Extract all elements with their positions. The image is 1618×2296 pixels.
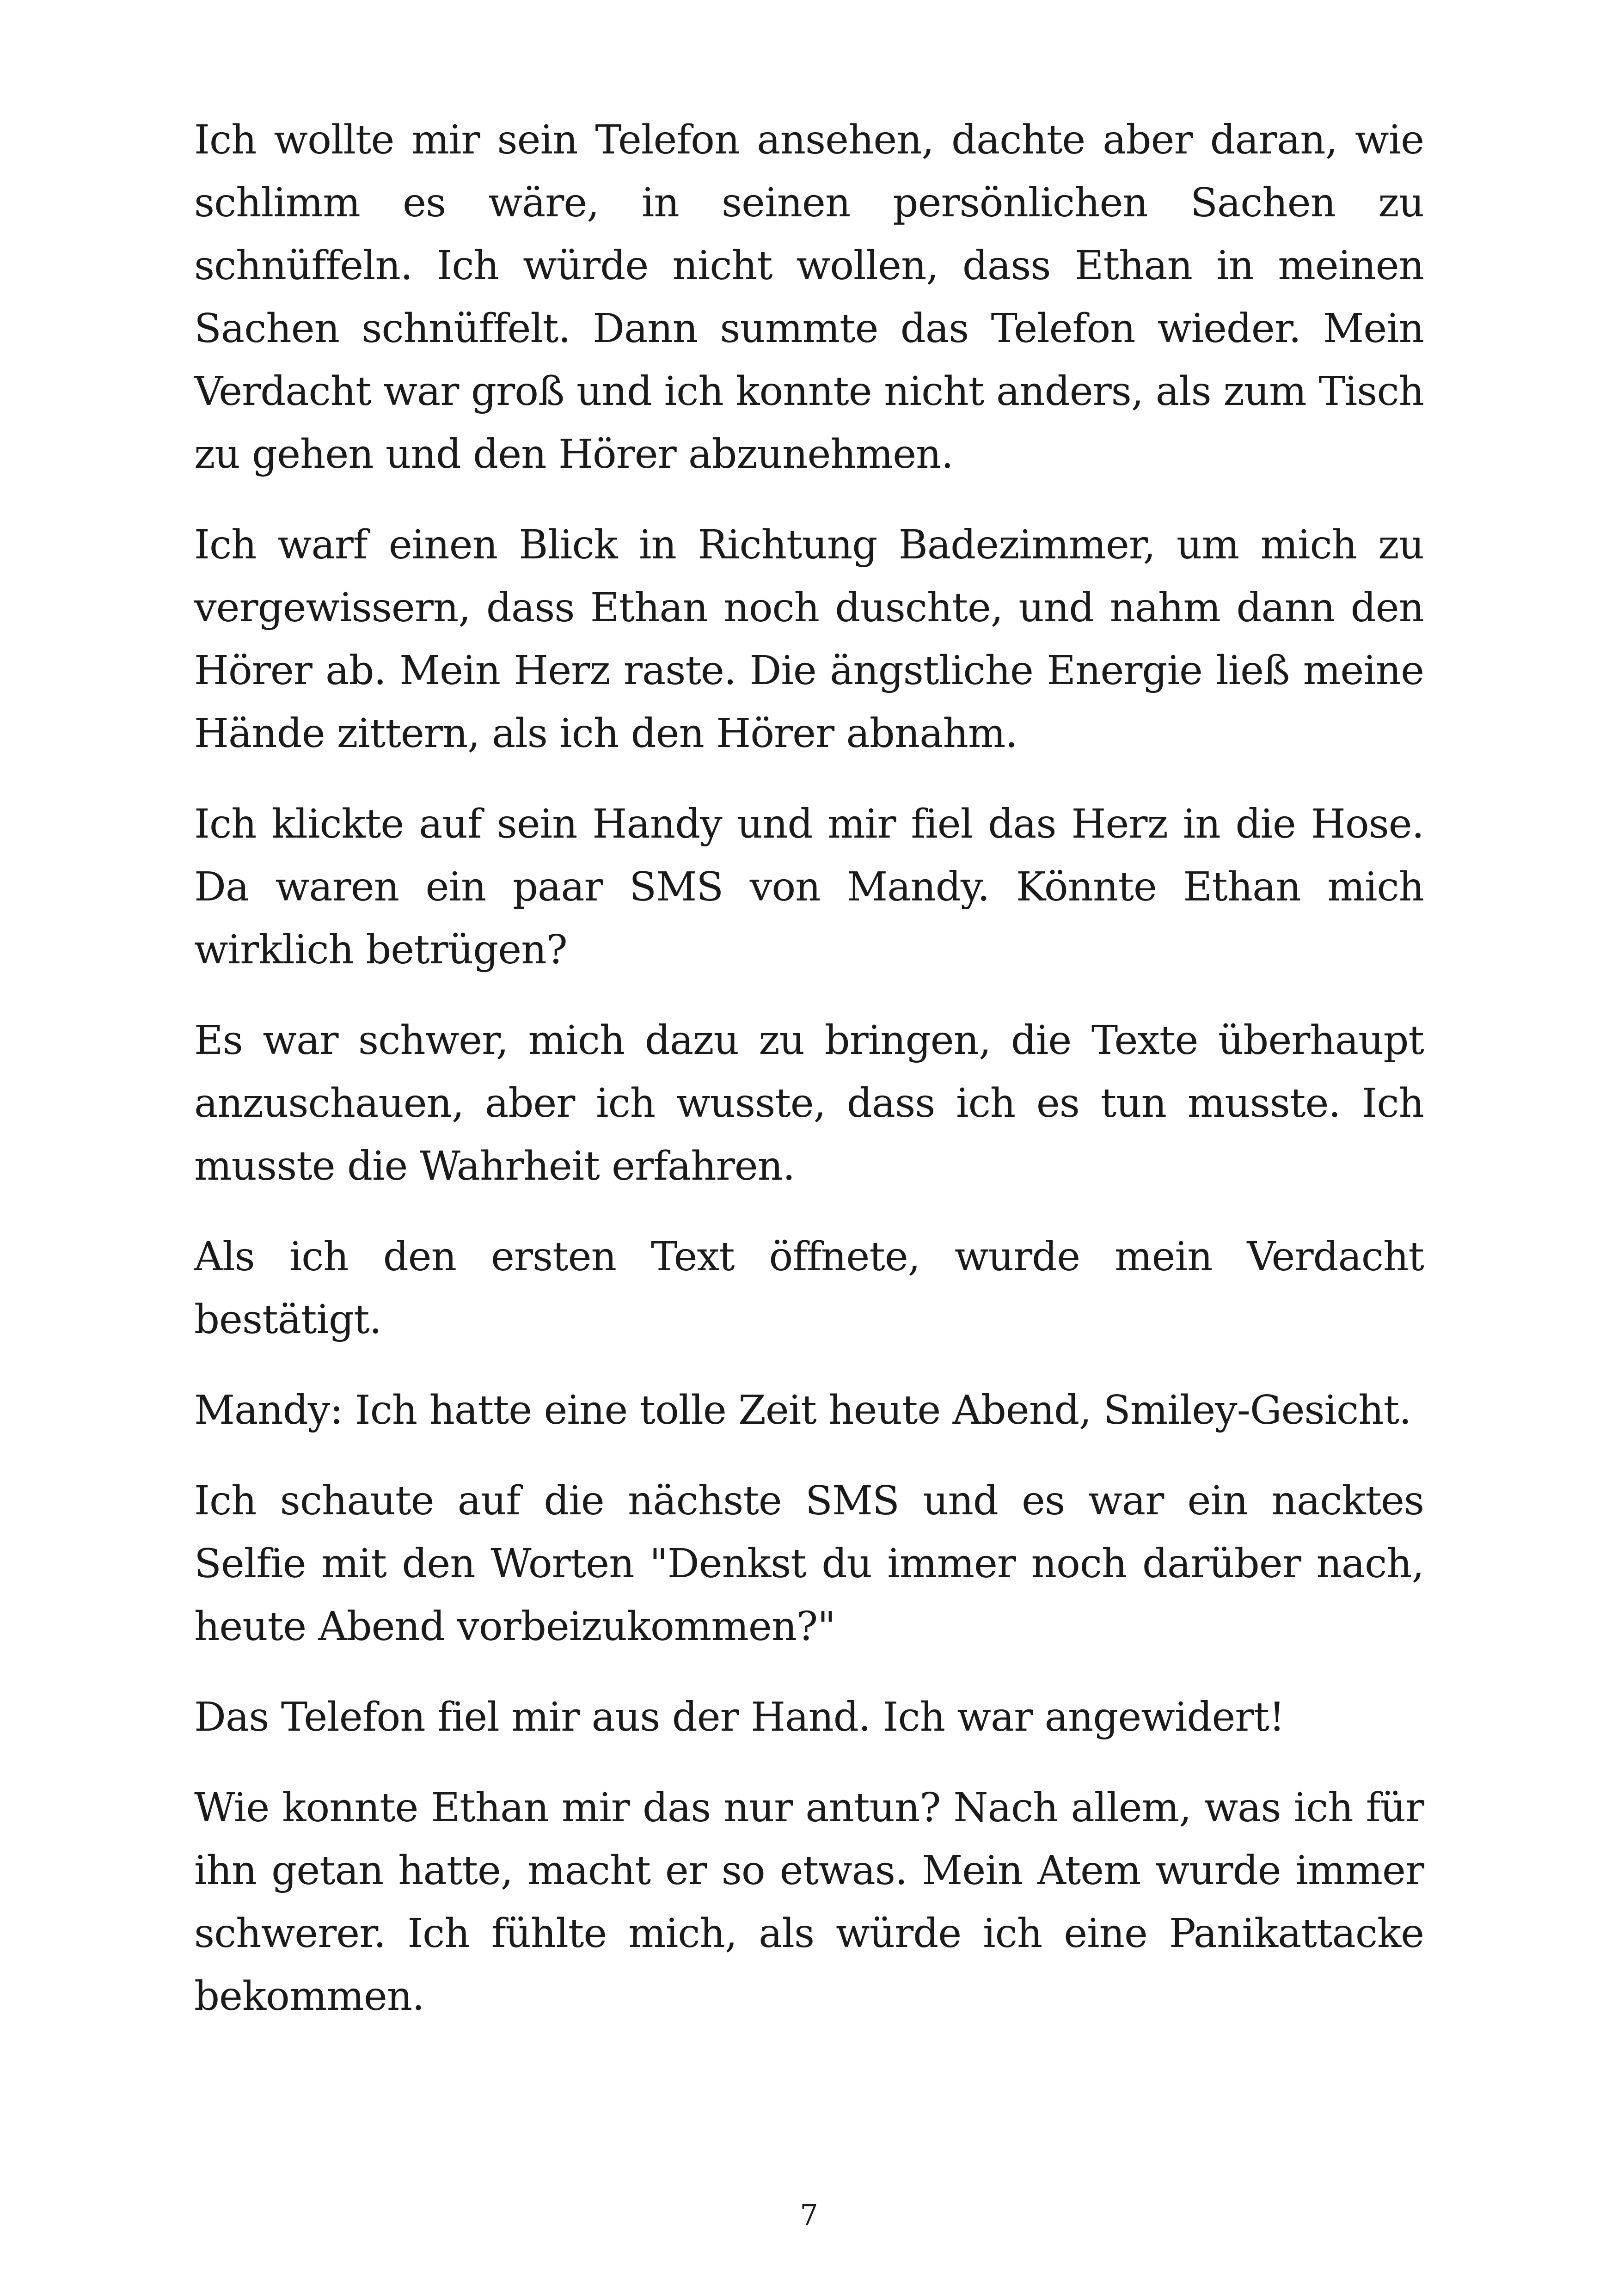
paragraph: Ich wollte mir sein Telefon ansehen, dachte aber daran, wie schlimm es wäre, in seinen persönlichen Sachen zu schnüffeln. Ich würde nicht wollen, dass Ethan in meinen Sachen schnüffelt. Dann summte das Telefon wieder. Mein Verdacht war groß und ich konnte nicht anders, als zum Tisch zu gehen und den Hörer abzunehmen. — [194, 117, 1424, 478]
paragraph: Ich klickte auf sein Handy und mir fiel das Herz in die Hose. Da waren ein paar SMS von Mandy. Könnte Ethan mich wirklich betrügen? — [194, 801, 1424, 973]
page-number: 7 — [800, 2198, 818, 2232]
paragraph: Mandy: Ich hatte eine tolle Zeit heute Abend, Smiley-Gesicht. — [194, 1387, 1411, 1433]
paragraph: Als ich den ersten Text öffnete, wurde mein Verdacht bestätigt. — [194, 1234, 1424, 1343]
paragraph: Es war schwer, mich dazu zu bringen, die Texte überhaupt anzuschauen, aber ich wusste, dass ich es tun musste. Ich musste die Wahrheit erfahren. — [194, 1017, 1424, 1189]
paragraph: Das Telefon fiel mir aus der Hand. Ich war angewidert! — [194, 1694, 1285, 1740]
paragraph: Wie konnte Ethan mir das nur antun? Nach allem, was ich für ihn getan hatte, macht er so etwas. Mein Atem wurde immer schwerer. Ich fühlte mich, als würde ich eine Panikattacke bekommen. — [194, 1785, 1424, 2020]
paragraph: Ich schaute auf die nächste SMS und es war ein nacktes Selfie mit den Worten "Denkst du immer noch darüber nach, heute Abend vorbeizukommen?" — [194, 1478, 1424, 1650]
body-text — [194, 109, 1424, 2056]
paragraph: Ich warf einen Blick in Richtung Badezimmer, um mich zu vergewissern, dass Ethan noch duschte, und nahm dann den Hörer ab. Mein Herz raste. Die ängstliche Energie ließ meine Hände zittern, als ich den Hörer abnahm. — [194, 522, 1424, 757]
